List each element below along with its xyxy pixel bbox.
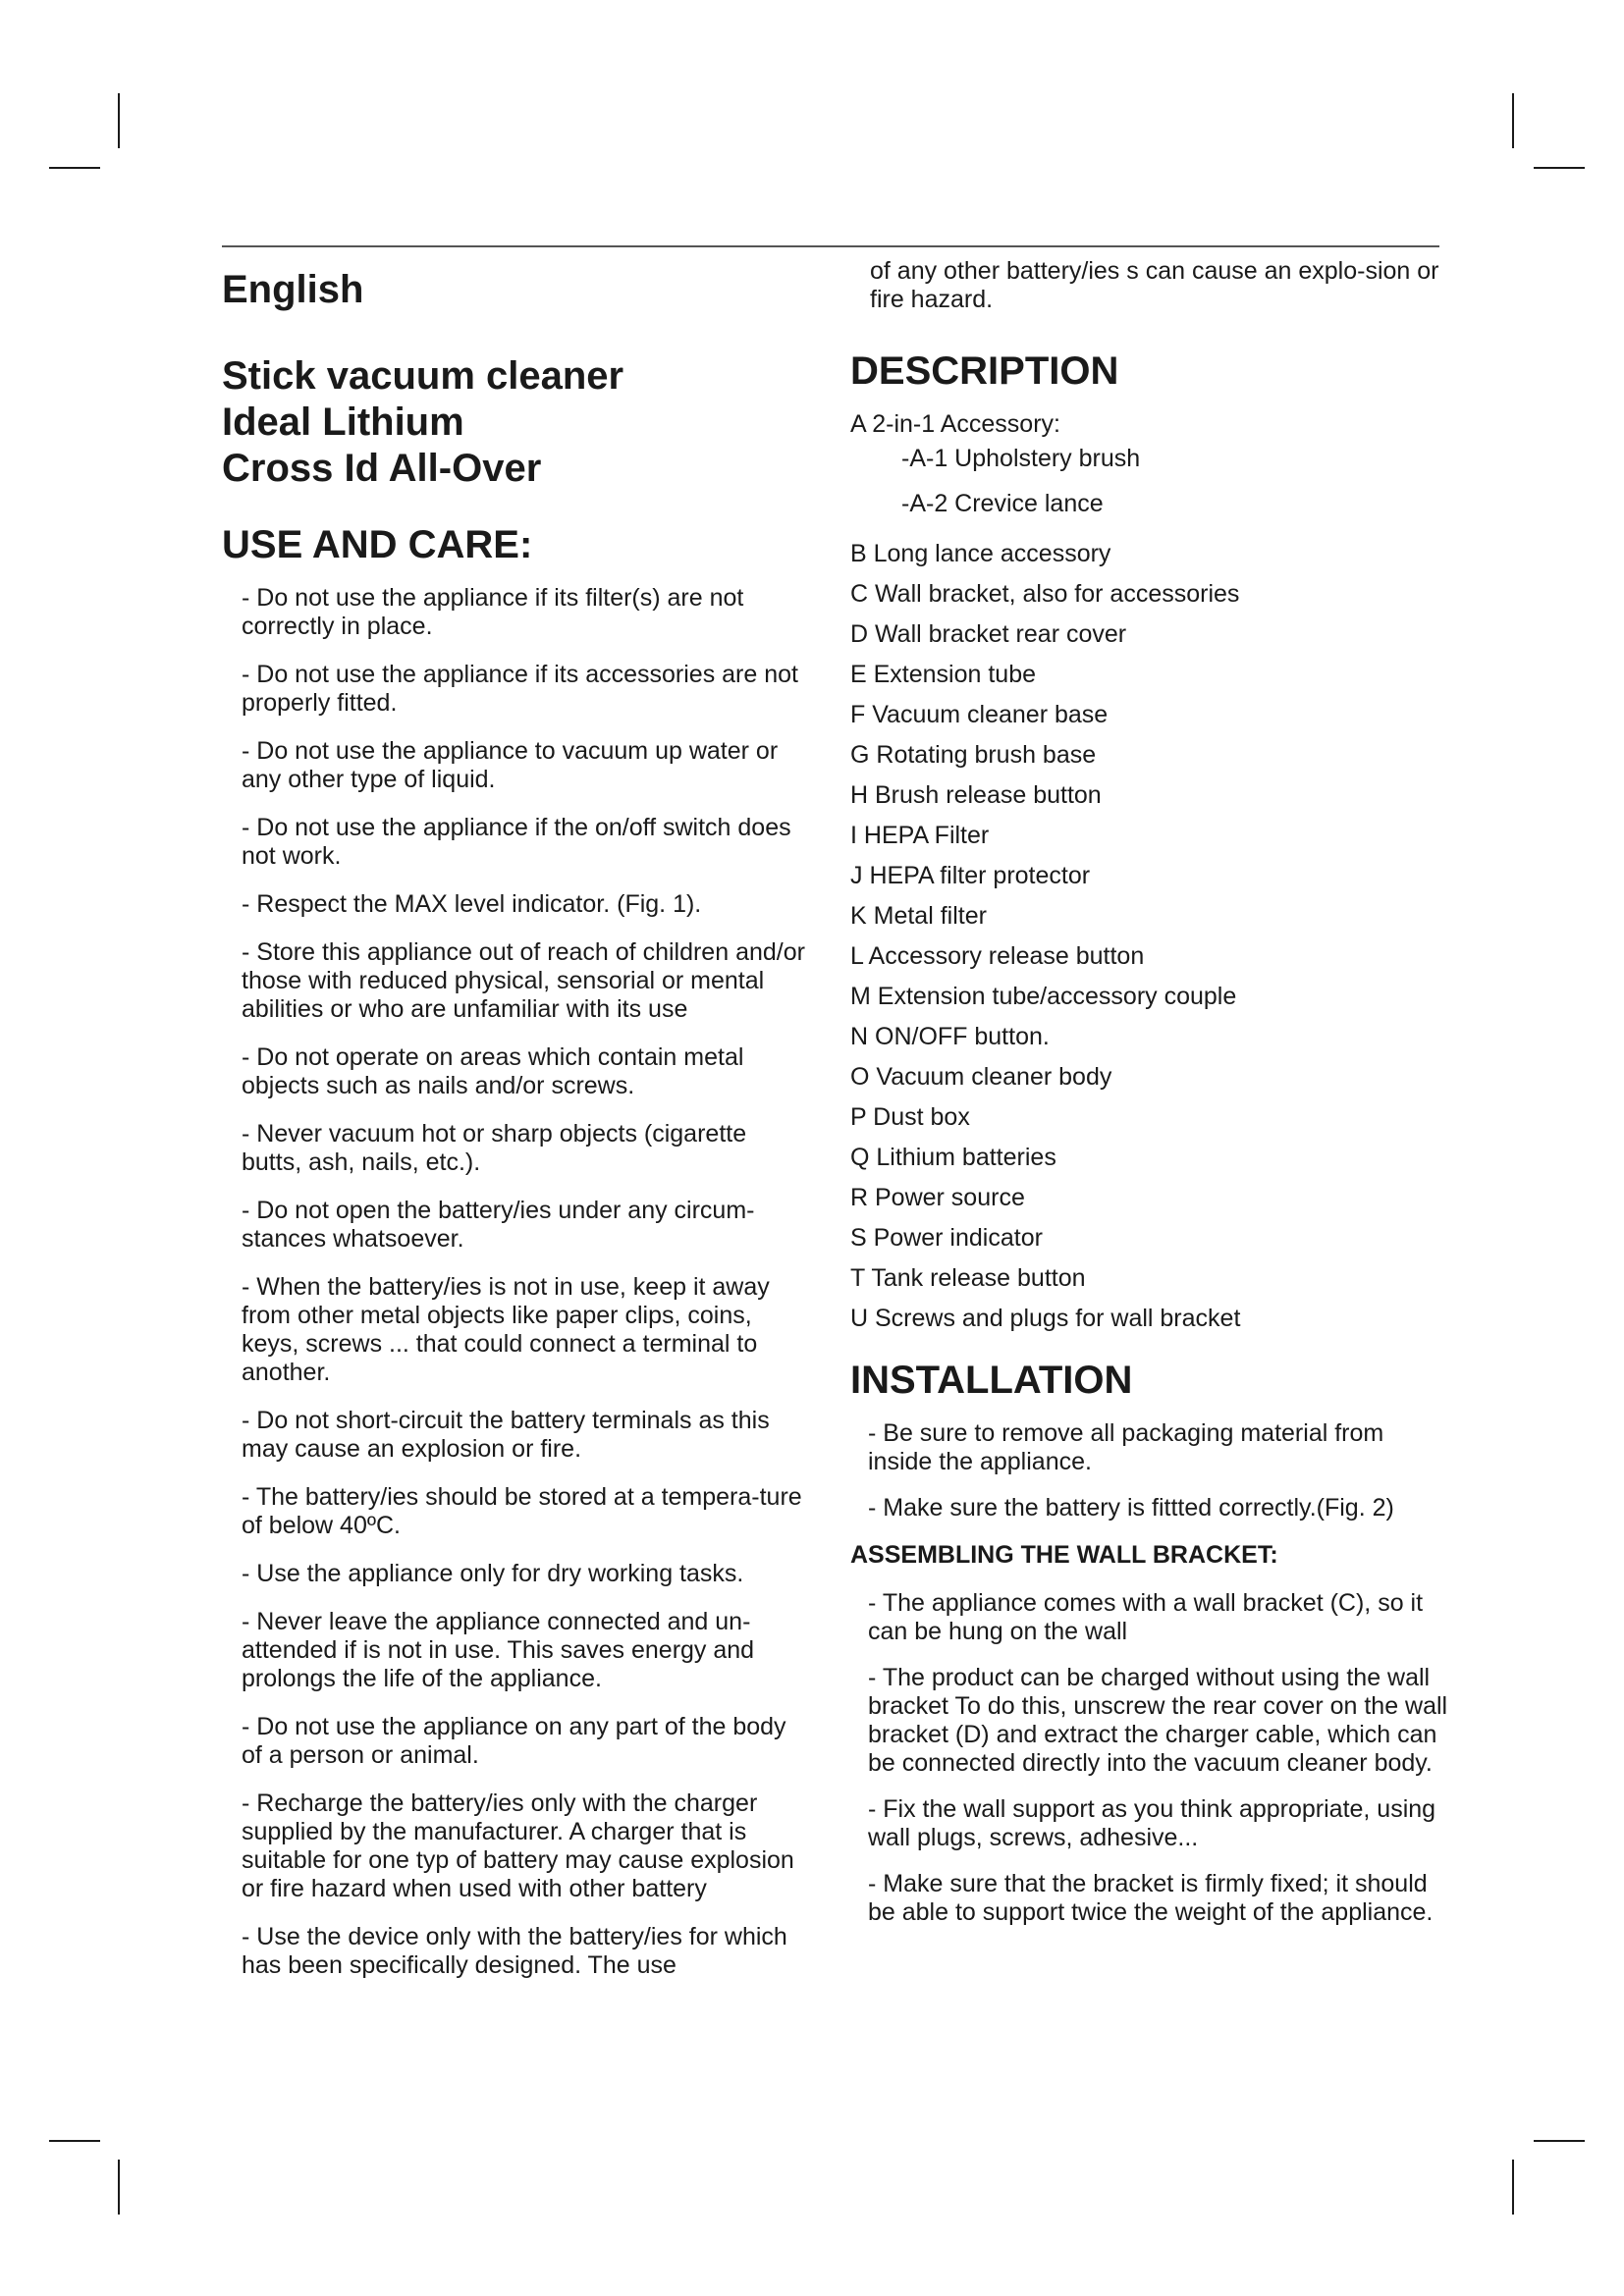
- part-item: C Wall bracket, also for accessories: [850, 580, 1240, 608]
- part-item: L Accessory release button: [850, 942, 1145, 970]
- wall-bracket-item: - The product can be charged without using the wall bracket To do this, unscrew the rear cover on the wall bracket (D) and extract the charger cable, which can be connected directly into the vacuum cleaner body.: [868, 1664, 1448, 1777]
- safety-item: - Store this appliance out of reach of children and/or those with reduced physical, sensorial or mental abilities or who are unfamiliar with its use: [242, 938, 805, 1023]
- wall-bracket-item: - Fix the wall support as you think appropriate, using wall plugs, screws, adhesive...: [868, 1795, 1436, 1851]
- safety-item: - Do not open the battery/ies under any circum-stances whatsoever.: [242, 1197, 755, 1253]
- part-item: A 2-in-1 Accessory:: [850, 410, 1060, 438]
- safety-item: - Do not use the appliance if its filter(s) are not correctly in place.: [242, 584, 744, 640]
- safety-item: - Do not use the appliance to vacuum up water or any other type of liquid.: [242, 737, 779, 793]
- part-item: T Tank release button: [850, 1264, 1086, 1292]
- installation-item: - Make sure the battery is fittted correctly.(Fig. 2): [868, 1494, 1394, 1522]
- installation-item: - Be sure to remove all packaging material from inside the appliance.: [868, 1419, 1384, 1475]
- safety-item: - Use the appliance only for dry working tasks.: [242, 1560, 744, 1587]
- crop-mark: [1512, 93, 1514, 148]
- crop-mark: [49, 167, 100, 169]
- part-item: F Vacuum cleaner base: [850, 701, 1109, 728]
- crop-mark: [1534, 167, 1585, 169]
- header-rule: [222, 245, 1439, 247]
- safety-item: - The battery/ies should be stored at a tempera-ture of below 40ºC.: [242, 1483, 802, 1539]
- product-title: [222, 353, 811, 492]
- crop-mark: [118, 2160, 120, 2215]
- safety-item: - Never leave the appliance connected and un-attended if is not in use. This saves energy and prolongs the life of the appliance.: [242, 1608, 755, 1692]
- part-item: O Vacuum cleaner body: [850, 1063, 1112, 1091]
- description-heading: DESCRIPTION: [850, 349, 1119, 393]
- safety-item: - Recharge the battery/ies only with the charger supplied by the manufacturer. A charger that is suitable for one typ of battery may cause explosion or fire hazard when used with other battery: [242, 1789, 794, 1902]
- part-item: I HEPA Filter: [850, 822, 990, 849]
- title-line: Ideal Lithium: [222, 400, 464, 444]
- part-item: S Power indicator: [850, 1224, 1043, 1252]
- title-line: Cross Id All-Over: [222, 447, 542, 490]
- safety-item: - Respect the MAX level indicator. (Fig. 1).: [242, 890, 702, 918]
- wall-bracket-heading: ASSEMBLING THE WALL BRACKET:: [850, 1541, 1278, 1569]
- part-item: E Extension tube: [850, 661, 1037, 688]
- title-line: Stick vacuum cleaner: [222, 354, 624, 398]
- use-and-care-list: [222, 584, 811, 1980]
- wall-bracket-item: - The appliance comes with a wall bracket (C), so it can be hung on the wall: [868, 1589, 1424, 1645]
- crop-mark: [118, 93, 120, 148]
- right-column: [850, 257, 1449, 1945]
- part-subitem: -A-2 Crevice lance: [901, 490, 1104, 517]
- part-item: B Long lance accessory: [850, 540, 1111, 567]
- part-item: H Brush release button: [850, 781, 1102, 809]
- part-item: K Metal filter: [850, 902, 987, 930]
- part-item: U Screws and plugs for wall bracket: [850, 1305, 1241, 1332]
- left-column: [222, 257, 811, 2000]
- part-item: J HEPA filter protector: [850, 862, 1091, 889]
- safety-item: - Do not use the appliance if the on/off switch does not work.: [242, 814, 791, 870]
- safety-item: - Do not use the appliance on any part of the body of a person or animal.: [242, 1713, 786, 1769]
- parts-list: [850, 410, 1449, 1333]
- language-heading: English: [222, 268, 364, 311]
- part-item: P Dust box: [850, 1103, 970, 1131]
- safety-item: - Never vacuum hot or sharp objects (cigarette butts, ash, nails, etc.).: [242, 1120, 747, 1176]
- part-item: D Wall bracket rear cover: [850, 620, 1127, 648]
- safety-item: - Do not short-circuit the battery terminals as this may cause an explosion or fire.: [242, 1407, 770, 1463]
- use-and-care-heading: USE AND CARE:: [222, 523, 533, 566]
- part-item: R Power source: [850, 1184, 1025, 1211]
- crop-mark: [1534, 2140, 1585, 2142]
- part-item: Q Lithium batteries: [850, 1144, 1056, 1171]
- part-item: N ON/OFF button.: [850, 1023, 1050, 1050]
- safety-item: - Do not operate on areas which contain metal objects such as nails and/or screws.: [242, 1043, 744, 1099]
- safety-item: - Do not use the appliance if its accessories are not properly fitted.: [242, 661, 798, 717]
- part-subitem: -A-1 Upholstery brush: [901, 445, 1141, 472]
- crop-mark: [49, 2140, 100, 2142]
- installation-heading: INSTALLATION: [850, 1359, 1133, 1402]
- part-item: M Extension tube/accessory couple: [850, 983, 1237, 1010]
- safety-item-continuation: of any other battery/ies s can cause an explo-sion or fire hazard.: [870, 257, 1439, 313]
- safety-item: - When the battery/ies is not in use, keep it away from other metal objects like paper clips, coins, keys, screws ... that could connect a terminal to another.: [242, 1273, 770, 1386]
- part-item: G Rotating brush base: [850, 741, 1097, 769]
- safety-item: - Use the device only with the battery/ies for which has been specifically designed. The use: [242, 1923, 787, 1979]
- wall-bracket-item: - Make sure that the bracket is firmly fixed; it should be able to support twice the weight of the appliance.: [868, 1870, 1434, 1926]
- crop-mark: [1512, 2160, 1514, 2215]
